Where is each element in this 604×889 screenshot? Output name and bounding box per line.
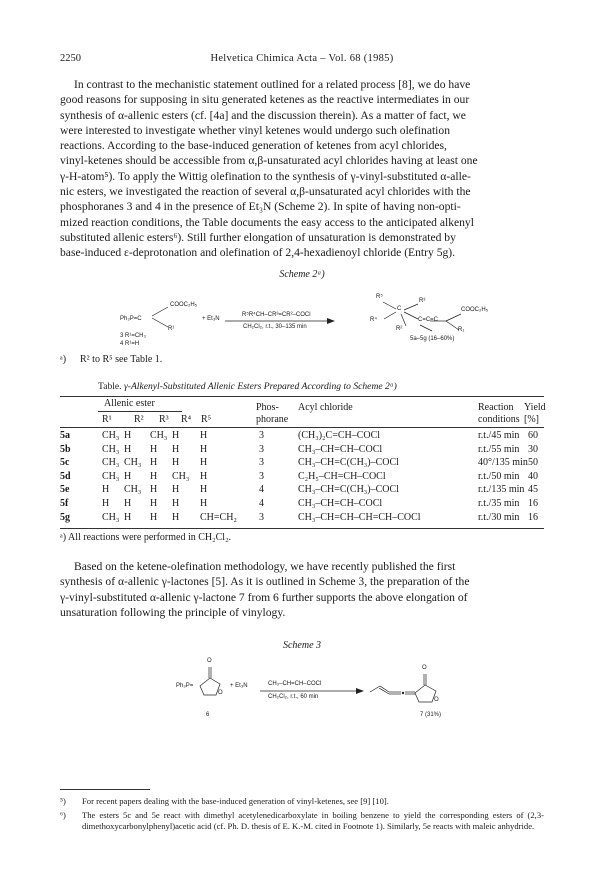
table-cell-r3: CH₃ [150, 430, 168, 441]
product-allene: C=C=C [418, 317, 439, 323]
product-ester: COOC₂H₅ [461, 307, 489, 313]
atom-o-carbonyl-7: O [422, 665, 427, 671]
arrow-reagent: R⁵R⁴CH–CR³=CR²–COCl [242, 312, 311, 318]
reactant-ylide-6: Ph₃P= [176, 683, 194, 689]
table-cell-r4: H [172, 511, 180, 523]
table-cell-r3: H [150, 443, 158, 455]
scheme-2-footnote: R² to R⁵ see Table 1. [80, 354, 163, 365]
scheme-2-title: Scheme 2ᵃ) [279, 269, 325, 280]
page-number: 2250 [60, 53, 81, 64]
table-cell-r2: H [124, 443, 132, 455]
text-line: unsaturation following the principle of vinylogy. [60, 605, 286, 619]
text-line: reactions. According to the base-induced generation of ketenes from acyl chlorides, [60, 139, 447, 153]
table-cell-phos: 3 [259, 470, 264, 482]
footnote-rule [60, 789, 150, 790]
table-cell-r1: CH₃ [102, 457, 120, 469]
text-line: base-induced ε-deprotonation and olefination of 2,4-hexadienoyl chloride (Entry 5g). [60, 246, 456, 260]
table-cell-r3: H [150, 498, 158, 509]
table-cell-r4: H [172, 443, 180, 455]
footnote-number: ⁶) [60, 810, 66, 820]
scheme-2-footnote-mark: ᵃ) [60, 354, 67, 365]
table-cell-r4: H [172, 484, 180, 496]
header-phos-2: phorane [256, 414, 289, 425]
header-phos-1: Phos- [256, 402, 279, 413]
text-line: nic esters, we investigated the reaction of several α,β-unsaturated acyl chlorides with the [60, 185, 471, 199]
table-cell-yield: 60 [528, 430, 538, 441]
table-cell-acyl: CH₃–CH=CH–COCl [298, 443, 383, 455]
table-cell-r2: H [124, 470, 132, 482]
compound-7-label: 7 (31%) [420, 712, 442, 718]
table-cell-phos: 4 [259, 484, 264, 496]
table-cell-r4: H [172, 457, 180, 469]
table-cell-yield: 16 [528, 511, 538, 523]
header-r4: R⁴ [181, 414, 192, 425]
header-yield-1: Yield [524, 402, 546, 413]
compound-3-label: 3 R¹=CH₃ [120, 333, 146, 339]
header-yield-2: [%] [524, 414, 539, 425]
compound-id: 5e [60, 484, 70, 496]
table-cell-acyl: CH₃–CH=C(CH₃)–COCl [298, 484, 399, 496]
header-acyl: Acyl chloride [298, 402, 353, 413]
reagent-et3n: + Et₃N [202, 316, 220, 322]
table-cell-r2: H [124, 511, 132, 523]
table-cell-acyl: CH₃–CH=CH–CH=CH–COCl [298, 511, 421, 523]
table-cell-cond: r.t./50 min [478, 470, 520, 482]
product-label: 5a–5g (16–60%) [410, 336, 455, 342]
table-caption-prefix: Table. [98, 381, 124, 392]
text-line: mized reaction conditions, the Table documents the easy access to the anticipated alkenyl [60, 215, 474, 229]
product-r1: R₁ [458, 327, 465, 333]
table-cell-r5: H [200, 430, 208, 441]
table-cell-phos: 3 [259, 511, 264, 523]
lactone-ring [415, 685, 436, 702]
running-title: Helvetica Chimica Acta – Vol. 68 (1985) [210, 53, 394, 64]
arrow-conditions: CH₂Cl₂, r.t., 60 min [268, 694, 319, 700]
header-cond-2: conditions [478, 414, 520, 425]
table-cell-r5: H [200, 457, 208, 469]
scheme-3-title: Scheme 3 [282, 640, 322, 651]
header-r3: R³ [159, 414, 169, 425]
product-r4: R⁴ [370, 317, 377, 323]
text-line: synthesis of α-allenic γ-lactones [5]. As it is outlined in Scheme 3, the preparation of the [60, 575, 470, 589]
table-cell-r1: H [102, 484, 110, 496]
text-line: synthesis of α-allenic esters (cf. [4a] and the discussion therein). As a matter of fact, we [60, 108, 466, 122]
table-cell-r4: CH₃ [172, 470, 190, 482]
table-cell-yield: 40 [528, 470, 538, 482]
header-r5: R⁵ [201, 414, 212, 425]
table-cell-r5: H [200, 470, 208, 482]
table-cell-r1: CH₃ [102, 470, 120, 482]
table-cell-cond: 40°/135 min [478, 457, 528, 469]
compound-id: 5b [60, 443, 71, 455]
compound-id: 5g [60, 511, 70, 523]
table-cell-acyl: CH₃–CH=C(CH₃)–COCl [298, 457, 399, 469]
header-r1: R¹ [102, 414, 112, 425]
table-cell-r1: CH₃ [102, 430, 120, 441]
table-cell-phos: 4 [259, 498, 264, 509]
table-cell-r1: H [102, 498, 110, 509]
table-cell-yield: 50 [528, 457, 538, 469]
footnote-number: ⁵) [60, 796, 66, 806]
text-line: γ-H-atom⁵). To apply the Wittig olefination to the synthesis of γ-vinyl-substituted α-alle- [60, 169, 471, 183]
product-r2: R² [396, 326, 403, 332]
table-cell-yield: 45 [528, 484, 538, 496]
footnote-text: The esters 5c and 5e react with dimethyl acetylenedicarboxylate in boiling benzene to yield the corresponding esters of (2,3-dimethoxycarbonylphenyl)acetic acid (cf. Ph. D. thesis of E. K.-M. cited in Footnote 1). Similarly, 5e reacts with maleic anhydride. [82, 810, 544, 831]
table-cell-cond: r.t./45 min [478, 430, 520, 441]
compound-6-label: 6 [206, 712, 210, 718]
reagent-et3n: + Et₃N [230, 683, 248, 689]
table-cell-cond: r.t./55 min [478, 443, 520, 455]
table-cell-r3: H [150, 511, 158, 523]
text-line: In contrast to the mechanistic statement outlined for a related process [8], we do have [74, 78, 471, 91]
table-cell-r3: H [150, 484, 158, 496]
text-line: were interested to investigate whether vinyl ketenes would undergo such olefination [60, 123, 450, 137]
text-line: γ-vinyl-substituted α-allenic γ-lactone 7 from 6 further supports the above elongation of [60, 590, 468, 604]
table-cell-acyl: C₂H₅–CH=CH–COCl [298, 470, 386, 482]
text-line: good reasons for supposing in situ generated ketenes as the reactive intermediates in our [60, 93, 470, 107]
table-cell-phos: 3 [259, 457, 264, 469]
allene-carbon [402, 692, 404, 694]
table-cell-cond: r.t./30 min [478, 511, 520, 523]
table-caption-text: γ-Alkenyl-Substituted Allenic Esters Prepared According to Scheme 2ᵃ) [123, 381, 397, 392]
table-cell-r1: CH₃ [102, 443, 120, 455]
product-r5: R⁵ [376, 294, 383, 300]
header-allenic-ester: Allenic ester [104, 398, 155, 409]
atom-o-ring-6: O [218, 690, 223, 696]
arrowhead [356, 688, 364, 694]
footnote-5 [60, 796, 544, 808]
compound-4-label: 4 R¹=H [120, 341, 140, 347]
product-c: C [397, 306, 402, 312]
table-cell-r3: H [150, 457, 158, 469]
table-footnote: ᵃ) All reactions were performed in CH₂Cl₂. [60, 532, 232, 543]
table-cell-r3: H [150, 470, 158, 482]
text-line: phosphoranes 3 and 4 in the presence of Et₃N (Scheme 2). In spite of having non-opti- [60, 200, 461, 214]
table-cell-r2: CH₃ [124, 457, 142, 469]
atom-o-ring-7: O [434, 697, 439, 703]
table-cell-r4: H [172, 498, 180, 509]
reactant-r1: R¹ [168, 326, 175, 332]
compound-id: 5f [60, 498, 69, 509]
text-line: substituted allenic esters⁶). Still further elongation of unsaturation is demonstrated by [60, 230, 456, 244]
header-r2: R² [134, 414, 144, 425]
arrow-conditions: CH₂Cl₂, r.t., 30–135 min [243, 324, 307, 330]
reactant-ester: COOC₂H₅ [170, 302, 198, 308]
table-cell-r2: H [124, 498, 132, 509]
table-cell-phos: 3 [259, 430, 264, 441]
table-cell-yield: 30 [528, 443, 538, 455]
product-r3: R³ [419, 298, 426, 304]
table-cell-r4: H [172, 430, 180, 441]
table-cell-r5: CH=CH₂ [200, 511, 237, 523]
table-cell-cond: r.t./35 min [478, 498, 520, 509]
footnote-text: For recent papers dealing with the base-induced generation of vinyl-ketenes, see [9] [10]. [82, 796, 389, 806]
compound-id: 5d [60, 470, 71, 482]
header-cond-1: Reaction [478, 402, 514, 413]
compound-id: 5c [60, 457, 70, 469]
table-cell-r5: H [200, 498, 208, 509]
table-cell-r2: CH₃ [124, 484, 142, 496]
table-cell-r2: H [124, 430, 132, 441]
bond-line [370, 686, 380, 692]
table-cell-r1: CH₃ [102, 511, 120, 523]
table-cell-phos: 3 [259, 443, 264, 455]
lactone-ring [200, 678, 220, 695]
table-cell-acyl: (CH₃)₂C=CH–COCl [298, 430, 381, 441]
compound-id: 5a [60, 430, 70, 441]
atom-o-carbonyl-6: O [207, 658, 212, 664]
reactant-ylide: Ph₃P=C [120, 316, 142, 322]
text-line: Based on the ketene-olefination methodology, we have recently published the first [74, 560, 456, 573]
footnote-6 [60, 810, 544, 846]
text-line: vinyl-ketenes should be accessible from α,β-unsaturated acyl chlorides having at least one [60, 154, 478, 168]
arrow-reagent: CH₃–CH=CH–COCl [268, 681, 322, 687]
table-cell-acyl: CH₃–CH=CH–COCl [298, 498, 383, 509]
table-cell-yield: 16 [528, 498, 538, 509]
table-cell-r5: H [200, 484, 208, 496]
table-cell-r5: H [200, 443, 208, 455]
table-cell-cond: r.t./135 min [478, 484, 525, 496]
